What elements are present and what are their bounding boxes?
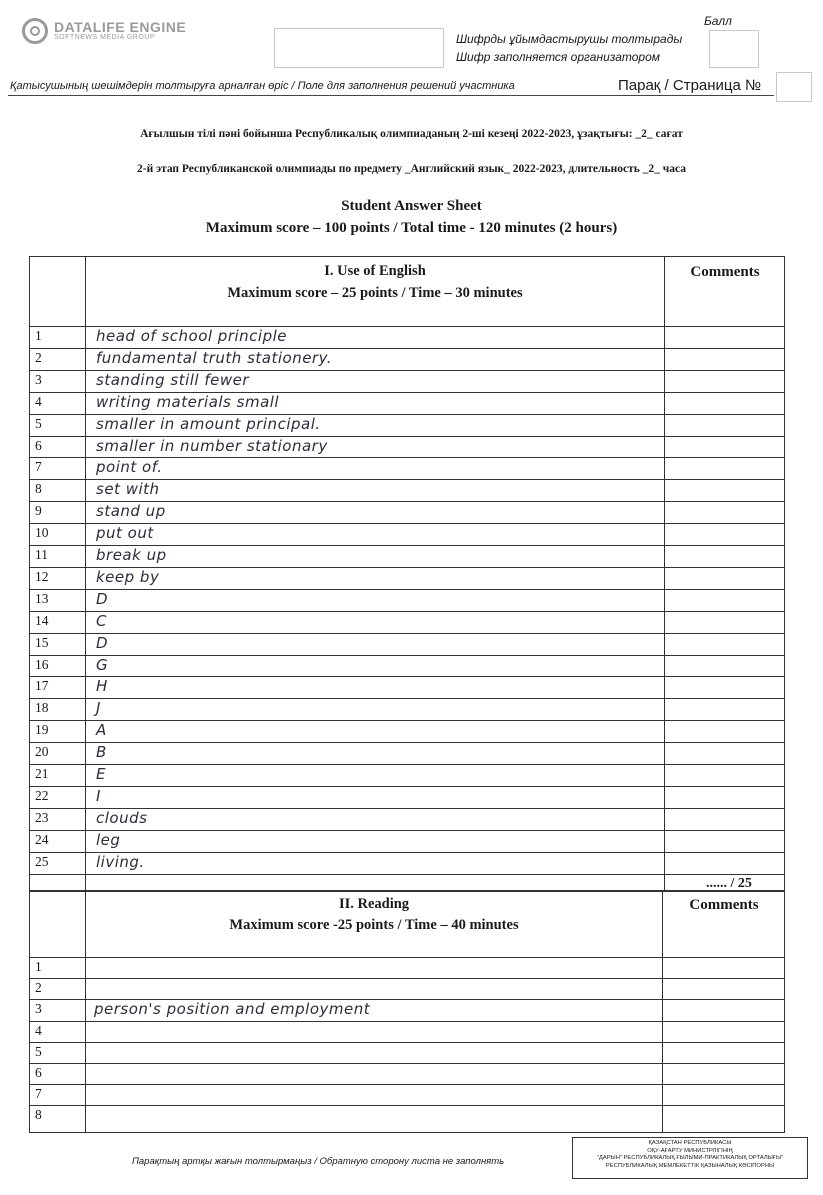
handwritten-answer: point of.	[96, 458, 163, 477]
section2-comments-header: Comments	[689, 897, 759, 913]
row-divider	[29, 1084, 785, 1085]
handwritten-answer: H	[96, 677, 108, 696]
handwritten-answer: stand up	[96, 502, 166, 521]
row-divider	[29, 1063, 785, 1064]
olympiad-line-ru: 2-й этап Республиканской олимпиады по предмету _Английский язык_ 2022-2023, длительность _2_ часа	[136, 163, 687, 175]
row-number: 4	[35, 393, 42, 409]
row-number: 8	[35, 481, 42, 497]
row-divider	[29, 611, 785, 612]
row-number: 14	[35, 612, 49, 628]
handwritten-answer: break up	[96, 546, 167, 564]
stamp-line: ОҚУ-АҒАРТУ МИНИСТРЛІГІНІҢ	[647, 1147, 733, 1154]
footer-note: Парақтың артқы жағын толтырмаңыз / Обратную сторону листа не заполнять	[132, 1156, 505, 1167]
row-number: 7	[35, 1086, 42, 1102]
olympiad-line-kz: Ағылшын тілі пәні бойынша Республикалық олимпиаданың 2-ші кезеңі 2022-2023, ұзақтығы: _2_ сағат	[140, 128, 683, 140]
handwritten-answer: D	[96, 589, 109, 608]
row-number: 12	[35, 568, 49, 584]
handwritten-answer: D	[96, 633, 109, 652]
row-divider	[29, 978, 785, 979]
field-label: Қатысушының шешімдерін толтыруға арналған өріс / Поле для заполнения решений участника	[10, 80, 515, 92]
row-number: 2	[35, 349, 42, 365]
row-number: 2	[35, 980, 42, 996]
row-number: 8	[35, 1107, 42, 1123]
handwritten-answer: smaller in number stationary	[96, 436, 328, 455]
row-divider	[29, 720, 785, 721]
row-number: 19	[35, 722, 49, 738]
watermark-sub: SOFTNEWS MEDIA GROUP	[54, 34, 156, 41]
page-label: Парақ / Страница №	[618, 77, 762, 94]
handwritten-answer: I	[96, 786, 101, 805]
row-number: 20	[35, 744, 49, 760]
handwritten-answer: writing materials small	[96, 392, 280, 411]
row-divider	[29, 830, 785, 831]
row-number: 4	[35, 1022, 42, 1038]
handwritten-answer: clouds	[96, 808, 148, 827]
row-number: 22	[35, 787, 49, 803]
handwritten-answer: put out	[96, 524, 154, 543]
row-divider	[29, 655, 785, 656]
stamp-line: РЕСПУБЛИКАЛЫҚ МЕМЛЕКЕТТІК ҚАЗЫНАЛЫҚ КӘСІПОРНЫ	[605, 1162, 775, 1169]
handwritten-answer: smaller in amount principal.	[96, 414, 321, 433]
cipher-ru: Шифр заполняется организатором	[456, 50, 660, 64]
row-number: 24	[35, 831, 49, 847]
row-number: 15	[35, 634, 49, 650]
sheet-subtitle: Maximum score – 100 points / Total time - 120 minutes (2 hours)	[205, 220, 618, 236]
row-number: 3	[35, 371, 42, 387]
handwritten-answer: person's position and employment	[94, 1000, 371, 1019]
handwritten-answer: keep by	[96, 567, 160, 586]
field-underline	[8, 95, 774, 96]
stamp-line: "ДАРЫН" РЕСПУБЛИКАЛЫҚ ҒЫЛЫМИ-ПРАКТИКАЛЫҚ ОРТАЛЫҒЫ"	[596, 1155, 784, 1161]
handwritten-answer: set with	[96, 480, 160, 499]
row-divider	[29, 786, 785, 787]
section1-title: I. Use of English	[324, 263, 426, 279]
row-divider	[29, 742, 785, 743]
row-number: 23	[35, 809, 49, 825]
handwritten-answer: standing still fewer	[96, 370, 250, 389]
handwritten-answer: G	[96, 655, 109, 674]
ball-box	[709, 30, 759, 68]
row-number: 13	[35, 590, 49, 606]
row-number: 10	[35, 525, 49, 541]
watermark	[22, 18, 186, 44]
row-number: 9	[35, 503, 42, 519]
section1-score: ...... / 25	[706, 876, 752, 891]
row-divider	[29, 874, 785, 875]
row-divider	[29, 1021, 785, 1022]
section2-subtitle: Maximum score -25 points / Time – 40 minutes	[229, 917, 519, 933]
row-number: 5	[35, 1043, 42, 1059]
handwritten-answer: living.	[96, 852, 145, 871]
table2-header-divider	[29, 957, 785, 958]
section1-subtitle: Maximum score – 25 points / Time – 30 minutes	[227, 285, 523, 301]
handwritten-answer: B	[96, 743, 107, 762]
row-divider	[29, 1105, 785, 1106]
section1-comments-header: Comments	[690, 264, 760, 280]
row-divider	[29, 676, 785, 677]
official-stamp	[572, 1137, 808, 1179]
page-number-box	[776, 72, 812, 102]
handwritten-answer: fundamental truth stationery.	[96, 348, 333, 367]
row-divider	[29, 698, 785, 699]
row-number: 16	[35, 656, 49, 672]
row-number: 1	[35, 328, 42, 343]
handwritten-answer: A	[96, 721, 107, 740]
handwritten-answer: J	[96, 699, 101, 718]
row-number: 11	[35, 547, 48, 562]
table1-comments-divider	[664, 256, 665, 891]
row-number: 21	[35, 766, 49, 781]
handwritten-answer: E	[96, 765, 106, 783]
watermark-brand: DATALIFE ENGINE	[54, 19, 187, 35]
cipher-kz: Шифрды ұйымдастырушы толтырады	[456, 32, 683, 46]
handwritten-answer: C	[96, 611, 107, 630]
table2-comments-divider	[662, 891, 663, 1133]
section2-title: II. Reading	[338, 896, 410, 912]
stamp-line: ҚАЗАҚСТАН РЕСПУБЛИКАСЫ	[648, 1140, 732, 1146]
row-number: 18	[35, 700, 49, 716]
row-number: 3	[35, 1001, 42, 1017]
row-number: 1	[35, 959, 42, 974]
row-number: 17	[35, 678, 49, 694]
handwritten-answer: leg	[96, 830, 121, 849]
row-number: 6	[35, 1065, 42, 1080]
handwritten-answer: head of school principle	[96, 327, 287, 345]
datalife-logo-icon	[22, 18, 48, 44]
row-number: 25	[35, 853, 49, 869]
table1-num-divider	[85, 256, 86, 891]
cipher-box	[274, 28, 444, 68]
ball-label: Балл	[704, 14, 732, 28]
row-divider	[29, 1042, 785, 1043]
row-divider	[29, 589, 785, 590]
row-divider	[29, 633, 785, 634]
sheet-title: Student Answer Sheet	[341, 198, 482, 214]
row-number: 5	[35, 415, 42, 431]
row-number: 6	[35, 437, 42, 453]
row-divider	[29, 764, 785, 765]
row-number: 7	[35, 459, 42, 475]
